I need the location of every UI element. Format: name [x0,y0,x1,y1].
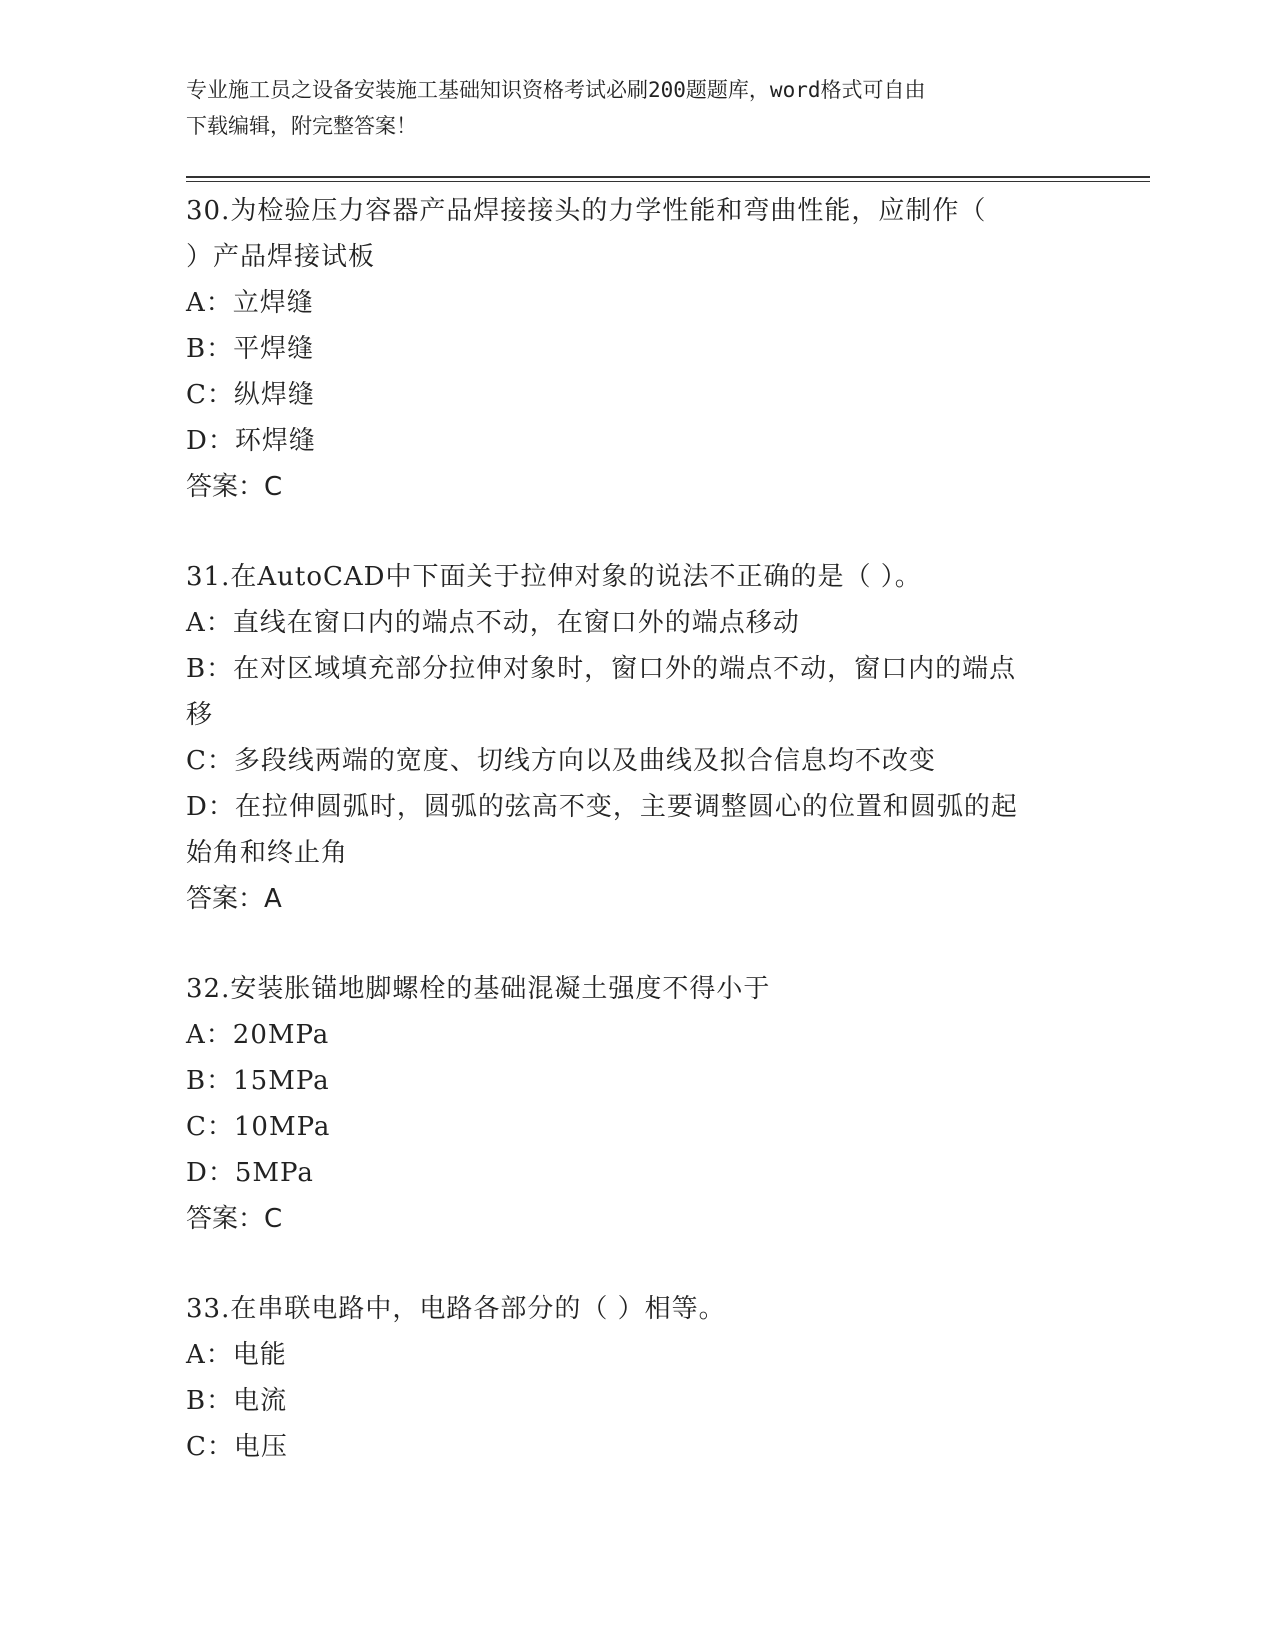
answer-option: D：在拉伸圆弧时，圆弧的弦高不变，主要调整圆心的位置和圆弧的起 [186,792,1018,822]
question-block [186,188,1086,510]
question-block [186,554,1086,922]
question-spacer [186,1242,1086,1286]
correct-answer: 答案：C [186,472,283,502]
header-divider-thin [186,181,1150,182]
answer-option: A：直线在窗口内的端点不动，在窗口外的端点移动 [186,608,800,638]
answer-option: C：多段线两端的宽度、切线方向以及曲线及拟合信息均不改变 [186,746,936,776]
question-stem: 33.在串联电路中，电路各部分的（ ）相等。 [186,1294,726,1324]
question-block [186,966,1086,1242]
question-spacer [186,922,1086,966]
question-stem: 32.安装胀锚地脚螺栓的基础混凝土强度不得小于 [186,974,771,1004]
answer-option: A：立焊缝 [186,288,314,318]
document-header [186,72,1066,144]
header-line-1: 专业施工员之设备安装施工基础知识资格考试必刷200题题库，word格式可自由 [186,78,926,102]
answer-option: B：电流 [186,1386,288,1416]
answer-option: C：电压 [186,1432,288,1462]
answer-option: D：5MPa [186,1158,314,1188]
answer-option: C：10MPa [186,1112,331,1142]
header-line-2: 下载编辑，附完整答案！ [186,114,417,138]
answer-option: 始角和终止角 [186,838,349,868]
answer-option: B：在对区域填充部分拉伸对象时，窗口外的端点不动，窗口内的端点 [186,654,1017,684]
question-spacer [186,510,1086,554]
question-block [186,1286,1086,1470]
question-stem: 30.为检验压力容器产品焊接接头的力学性能和弯曲性能，应制作（ [186,196,987,226]
header-divider-thick [186,176,1150,178]
correct-answer: 答案：C [186,1204,283,1234]
answer-option: B：15MPa [186,1066,330,1096]
question-list [186,188,1086,1470]
question-stem: ）产品焊接试板 [186,242,376,272]
question-stem: 31.在AutoCAD中下面关于拉伸对象的说法不正确的是（ ）。 [186,562,922,592]
answer-option: B：平焊缝 [186,334,315,364]
answer-option: 移 [186,700,214,730]
answer-option: A：20MPa [186,1020,330,1050]
answer-option: C：纵焊缝 [186,380,315,410]
answer-option: A：电能 [186,1340,287,1370]
correct-answer: 答案：A [186,884,282,914]
answer-option: D：环焊缝 [186,426,316,456]
